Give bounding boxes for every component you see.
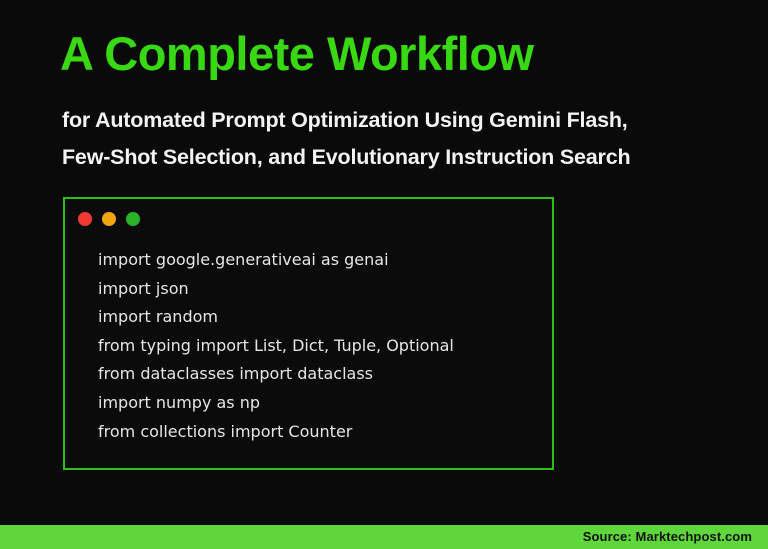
source-attribution: Source: Marktechpost.com	[582, 529, 752, 544]
page-subtitle-line-1: for Automated Prompt Optimization Using Gemini Flash,	[62, 108, 628, 132]
code-line: import numpy as np	[98, 392, 261, 412]
page-subtitle	[62, 102, 630, 176]
window-minimize-dot-icon	[102, 212, 116, 226]
code-snippet	[98, 246, 544, 446]
code-line: from typing import List, Dict, Tuple, Optional	[98, 335, 454, 355]
code-line: from collections import Counter	[98, 421, 353, 441]
code-line: from dataclasses import dataclass	[98, 364, 374, 384]
code-line: import google.generativeai as genai	[98, 250, 389, 269]
window-maximize-dot-icon	[126, 212, 140, 226]
window-traffic-lights	[78, 212, 140, 226]
page-subtitle-line-2: Few-Shot Selection, and Evolutionary Instruction Search	[62, 145, 631, 169]
page-title: A Complete Workflow	[60, 27, 534, 80]
window-close-dot-icon	[78, 212, 92, 226]
source-bar	[0, 525, 768, 549]
code-line: import random	[98, 307, 218, 327]
code-window	[63, 197, 554, 470]
code-line: import json	[98, 278, 189, 298]
